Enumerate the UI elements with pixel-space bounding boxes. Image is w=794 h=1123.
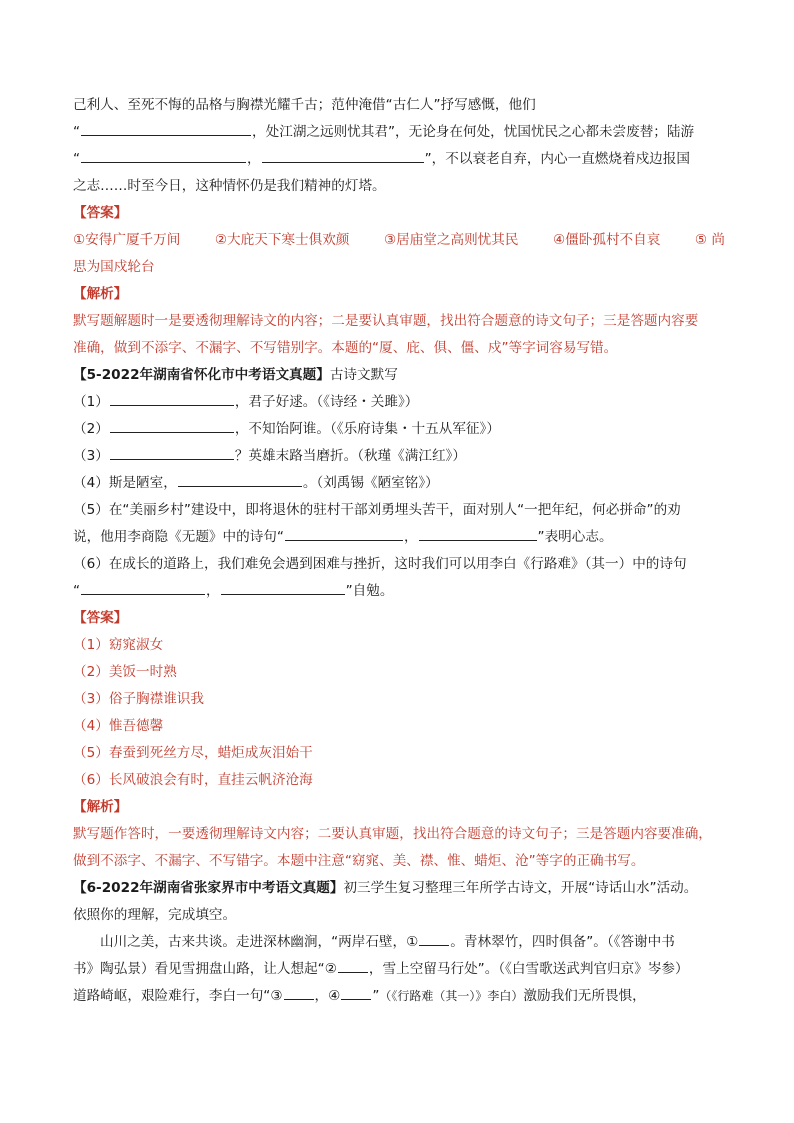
question-5-item-6-line-2 [73, 578, 725, 605]
answer-item: （1）窈窕淑女 [73, 637, 164, 653]
answer-item: （5）春蚕到死丝方尽，蜡炬成灰泪始干 [73, 745, 313, 761]
comma: ， [206, 583, 220, 599]
fill-blank[interactable] [110, 416, 234, 433]
question-6-line-2: 依照你的理解，完成填空。 [73, 907, 237, 923]
question-title: 初三学生复习整理三年所学古诗文，开展“诗话山水”活动。 [343, 880, 698, 896]
analysis-2-line-2: 做到不添字、不漏字、不写错字。本题中注意“窈窕、美、襟、惟、蜡炬、沧”等字的正确书写。 [73, 853, 645, 869]
answer-item: （2）美饭一时熟 [73, 664, 177, 680]
answer-item: （4）惟吾德馨 [73, 718, 164, 734]
fill-blank[interactable] [81, 578, 205, 595]
question-6-header [73, 875, 725, 902]
citation: （《行路难（其一）》李白） [379, 989, 524, 1003]
fill-blank[interactable] [178, 470, 302, 487]
answer-item: ④僵卧孤村不自哀 [553, 232, 661, 248]
item-text: ” [372, 988, 380, 1004]
item-number: （3） [73, 448, 109, 464]
fill-blank[interactable] [419, 524, 537, 541]
answer-1-line-1 [73, 227, 725, 254]
quote-open: “ [73, 124, 81, 140]
page-content [73, 92, 725, 1010]
answer-item: ①安得广厦千万间 [73, 232, 181, 248]
intro-line-2-text: ，处江湖之远则忧其君”，无论身在何处，忧国忧民之心都未尝废替；陆游 [252, 124, 695, 140]
item-text: 。（刘禹锡《陋室铭》） [302, 475, 439, 491]
intro-line-1: 己利人、至死不悔的品格与胸襟光耀千古；范仲淹借“古仁人”抒写感慨，他们 [73, 97, 536, 113]
analysis-2-line-1: 默写题作答时，一要透彻理解诗文内容；二要认真审题，找出符合题意的诗文句子；三是答题内容要准确， [73, 826, 712, 842]
fill-blank[interactable] [81, 119, 251, 136]
question-5-item-6-line-1: （6）在成长的道路上，我们难免会遇到困难与挫折，这时我们可以用李白《行路难》（其一）中的诗句 [73, 556, 687, 572]
fill-blank[interactable] [221, 578, 345, 595]
fill-blank[interactable] [110, 389, 234, 406]
question-5-item-5-line-1: （5）在“美丽乡村”建设中，即将退休的驻村干部刘勇埋头苦干，面对别人“一把年纪，何必拼命”的劝 [73, 502, 681, 518]
analysis-1-line-2: 准确，做到不添字、不漏字、不写错别字。本题的“厦、庇、俱、僵、戍”等字词容易写错。 [73, 340, 618, 356]
answer-item: ⑤ 尚 [694, 232, 725, 248]
answer-label: 【答案】 [73, 610, 128, 626]
item-text: （4）斯是陋室， [73, 475, 177, 491]
item-text: “ [73, 583, 81, 599]
analysis-1-line-1: 默写题解题时一是要透彻理解诗文的内容；二是要认真审题，找出符合题意的诗文句子；三是答题内容要 [73, 313, 699, 329]
item-text: ？英雄末路当磨折。（秋瑾《满江红》） [234, 448, 466, 464]
question-5-item-1 [73, 389, 725, 416]
fill-blank[interactable] [285, 524, 403, 541]
item-text: ，雪上空留马行处”。（《白雪歌送武判官归京》岑参） [368, 961, 689, 977]
item-number: （2） [73, 421, 109, 437]
question-5-item-3 [73, 443, 725, 470]
answer-item: ③居庙堂之高则忧其民 [383, 232, 519, 248]
fill-blank[interactable] [338, 956, 368, 973]
question-5-item-5-line-2 [73, 524, 725, 551]
intro-line-2 [73, 119, 725, 146]
item-text: ，君子好逑。（《诗经・关雎》） [234, 394, 419, 410]
analysis-label: 【解析】 [73, 799, 128, 815]
intro-line-4: 之志……时至今日，这种情怀仍是我们精神的灯塔。 [73, 178, 386, 194]
question-title: 古诗文默写 [329, 367, 398, 383]
fill-blank[interactable] [341, 983, 371, 1000]
intro-line-3 [73, 146, 725, 173]
question-5-item-2 [73, 416, 725, 443]
analysis-label: 【解析】 [73, 286, 128, 302]
item-text: 。青林翠竹，四时俱备”。（《答谢中书 [450, 934, 675, 950]
question-source: 【6-2022年湖南省张家界市中考语文真题】 [73, 880, 344, 896]
question-5-header [73, 362, 725, 389]
fill-blank[interactable] [419, 929, 449, 946]
intro-line-3-text: ”，不以衰老自弃，内心一直燃烧着戍边报国 [424, 151, 690, 167]
answer-item: （3）俗子胸襟谁识我 [73, 691, 204, 707]
answer-item: ②大庇天下寒士俱欢颜 [214, 232, 350, 248]
item-text: ”表明心志。 [537, 529, 613, 545]
answer-item: （6）长风破浪会有时，直挂云帆济沧海 [73, 772, 313, 788]
question-6-line-3 [73, 929, 725, 956]
item-text: 山川之美，古来共谈。走进深林幽涧，“两岸石壁，① [100, 934, 419, 950]
fill-blank[interactable] [284, 983, 314, 1000]
item-text: 书》陶弘景）看见雪拥盘山路，让人想起“② [73, 961, 337, 977]
item-number: （1） [73, 394, 109, 410]
question-5-item-4 [73, 470, 725, 497]
answer-1-line-2: 思为国戍轮台 [73, 259, 155, 275]
question-source: 【5-2022年湖南省怀化市中考语文真题】 [73, 367, 330, 383]
quote-open: “ [73, 151, 81, 167]
comma: ， [247, 151, 261, 167]
item-text: 说，他用李商隐《无题》中的诗句“ [73, 529, 284, 545]
fill-blank[interactable] [110, 443, 234, 460]
question-6-line-4 [73, 956, 725, 983]
item-text: ，不知饴阿谁。（《乐府诗集・十五从军征》） [234, 421, 500, 437]
fill-blank[interactable] [81, 146, 246, 163]
question-6-line-5 [73, 983, 725, 1010]
comma: ， [403, 529, 418, 545]
item-text: 激励我们无所畏惧， [523, 988, 646, 1004]
fill-blank[interactable] [262, 146, 424, 163]
item-text: ”自勉。 [345, 583, 394, 599]
item-text: ，④ [314, 988, 341, 1004]
answer-label: 【答案】 [73, 205, 128, 221]
item-text: 道路崎岖，艰险难行，李白一句“③ [73, 988, 283, 1004]
